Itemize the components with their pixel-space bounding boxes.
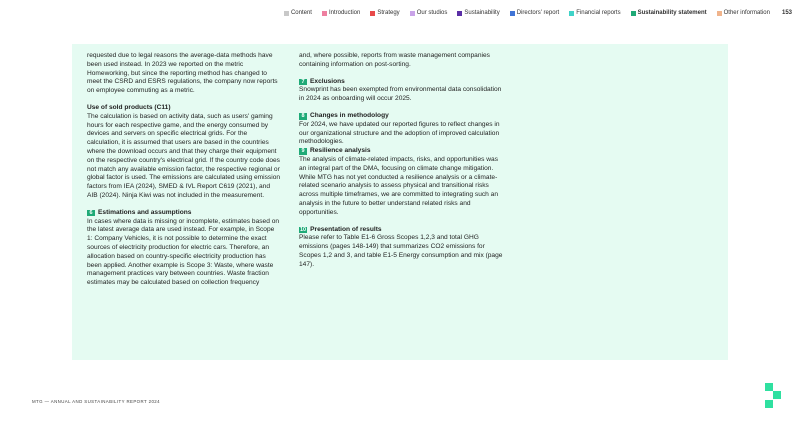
nav-item-strategy[interactable] xyxy=(370,10,399,16)
exclusions-heading: Exclusions xyxy=(310,77,345,85)
left-intro-text: requested due to legal reasons the average-data methods have been used instead. In 2023 we reported on the metric Homeworking, but since the reporting method has changed to meet the CSRD and ESRS regulations, the company now reports on employee commuting as a metric. xyxy=(87,52,278,95)
left-intro xyxy=(87,52,281,96)
nav-label-financial-reports: Financial reports xyxy=(576,10,621,16)
section-number-badge: 6 xyxy=(87,210,95,217)
changes-body: For 2024, we have updated our reported figures to reflect changes in our organizational structure and the adoption of improved calculation methodologies. xyxy=(299,120,500,146)
nav-item-sustainability-statement[interactable] xyxy=(631,10,707,16)
right-intro-text: and, where possible, reports from waste management companies containing information on post-sorting. xyxy=(299,52,490,68)
right-intro xyxy=(299,52,503,70)
nav-swatch-directors-report xyxy=(510,11,515,16)
nav-label-sustainability: Sustainability xyxy=(464,10,500,16)
page-number: 153 xyxy=(781,10,792,16)
logo-square xyxy=(765,400,773,408)
section-exclusions xyxy=(299,78,503,104)
changes-heading: Changes in methodology xyxy=(310,111,389,119)
nav-item-our-studios[interactable] xyxy=(410,10,448,16)
nav-swatch-introduction xyxy=(322,11,327,16)
logo-square xyxy=(765,383,773,391)
mtg-logo-icon xyxy=(765,383,785,411)
section-number-badge: 7 xyxy=(299,79,307,86)
nav-label-other-information: Other information xyxy=(723,10,770,16)
nav-item-other-information[interactable] xyxy=(717,10,770,16)
results-heading-row xyxy=(299,226,503,235)
section-number-badge: 9 xyxy=(299,148,307,155)
left-column xyxy=(87,52,281,296)
sold-products-heading: Use of sold products (C11) xyxy=(87,103,171,111)
nav-label-introduction: Introduction xyxy=(328,10,361,16)
exclusions-heading-row xyxy=(299,78,503,87)
section-number-badge: 10 xyxy=(300,226,307,233)
top-navigation xyxy=(284,10,792,16)
estimations-heading-row xyxy=(87,209,281,218)
results-body: Please refer to Table E1-6 Gross Scopes 1,2,3 and total GHG emissions (pages 148-149) that summarizes CO2 emissions for Scopes 1,2 and 3, and table E1-5 Energy consumption and mix (page 147). xyxy=(299,234,503,268)
resilience-heading: Resilience analysis xyxy=(310,147,371,155)
nav-item-sustainability[interactable] xyxy=(457,10,499,16)
nav-swatch-our-studios xyxy=(410,11,415,16)
resilience-body: The analysis of climate-related impacts, risks, and opportunities was an integral part of the DMA, focusing on climate change mitigation. While MTG has not yet conducted a resilience analysis or a climate-related scenario analysis to assess physical and transitional risks across multiple timeframes, we are committed to integrating such an analysis in the future to better understand related risks and opportunities. xyxy=(299,155,498,216)
estimations-body: In cases where data is missing or incomplete, estimates based on the latest average data are used instead. For example, in Scope 1: Company Vehicles, it is not possible to determine the exact sources of electricity production for electric cars. Therefore, an allocation based on country-specific electricity production has been applied. Another example is Scope 3: Waste, where waste management practices vary between countries. Waste fraction estimates may be calculated based on collection frequency xyxy=(87,217,280,287)
nav-item-introduction[interactable] xyxy=(322,10,360,16)
nav-item-directors-report[interactable] xyxy=(510,10,560,16)
section-changes xyxy=(299,112,503,147)
content-panel xyxy=(72,44,728,360)
nav-label-sustainability-statement: Sustainability statement xyxy=(637,10,707,16)
footer-text: MTG — ANNUAL AND SUSTAINABILITY REPORT 2024 xyxy=(32,399,160,404)
nav-swatch-sustainability xyxy=(457,11,462,16)
changes-heading-row xyxy=(299,112,503,121)
nav-item-content[interactable] xyxy=(284,10,312,16)
resilience-heading-row xyxy=(299,147,503,156)
right-column xyxy=(299,52,503,278)
nav-swatch-strategy xyxy=(370,11,375,16)
sold-products-body: The calculation is based on activity data, such as users' gaming hours for each respective game, and the energy consumed by devices and servers on specific electrical grids. For the calculation, it is assumed that users are based in the countries where the download occurs and that they charge their equipment on the respective country's electrical grid. If the country code does not match any available emission factor, the respective regional or global factor is used. The emissions are calculated using emission factors from IEA (2024), SMED & IVL Report C619 (2021), and AIB (2024). Ninja Kiwi was not included in the measurement. xyxy=(87,112,281,199)
exclusions-body: Snowprint has been exempted from environmental data consolidation in 2024 as onboarding will occur 2025. xyxy=(299,86,502,103)
section-estimations xyxy=(87,209,281,288)
logo-square xyxy=(773,391,781,399)
section-number-badge: 8 xyxy=(299,113,307,120)
nav-label-content: Content xyxy=(290,10,312,16)
nav-label-directors-report: Directors' report xyxy=(516,10,560,16)
estimations-heading: Estimations and assumptions xyxy=(98,208,192,216)
nav-swatch-content xyxy=(284,11,289,16)
nav-swatch-other-information xyxy=(717,11,722,16)
section-resilience xyxy=(299,147,503,217)
nav-label-our-studios: Our studios xyxy=(416,10,448,16)
nav-label-strategy: Strategy xyxy=(377,10,400,16)
section-sold-products xyxy=(87,104,281,201)
nav-swatch-sustainability-statement xyxy=(631,11,636,16)
results-heading: Presentation of results xyxy=(310,225,382,233)
nav-item-financial-reports[interactable] xyxy=(569,10,620,16)
section-results xyxy=(299,226,503,270)
nav-swatch-financial-reports xyxy=(569,11,574,16)
